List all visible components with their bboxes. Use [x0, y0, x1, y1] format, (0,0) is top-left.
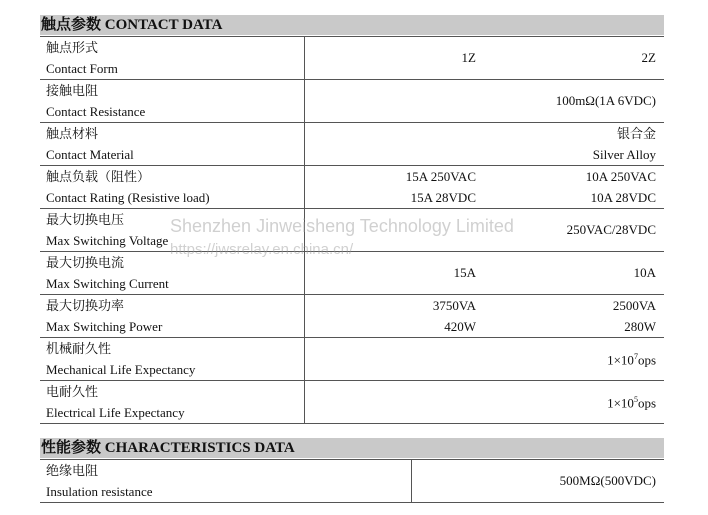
table-row	[40, 295, 664, 338]
contact-data-header: 触点参数 CONTACT DATA	[40, 15, 664, 35]
row-label: 最大切换电流 Max Switching Current	[40, 252, 304, 295]
table-row	[40, 460, 664, 503]
row-label: 绝缘电阻 Insulation resistance	[40, 460, 411, 503]
contact-form-1z: 1Z	[304, 37, 484, 80]
max-switching-power-1z: 3750VA 420W	[304, 295, 484, 338]
row-label: 最大切换功率 Max Switching Power	[40, 295, 304, 338]
contact-resistance-value: 100mΩ(1A 6VDC)	[304, 80, 664, 123]
table-row	[40, 80, 664, 123]
max-switching-power-2z: 2500VA 280W	[484, 295, 664, 338]
row-label: 最大切换电压 Max Switching Voltage	[40, 209, 304, 252]
row-label: 触点材料 Contact Material	[40, 123, 304, 166]
max-switching-current-2z: 10A	[484, 252, 664, 295]
contact-material-value: 银合金 Silver Alloy	[304, 123, 664, 166]
table-row	[40, 37, 664, 80]
table-row	[40, 381, 664, 424]
insulation-resistance-value: 500MΩ(500VDC)	[411, 460, 664, 503]
contact-rating-2z: 10A 250VAC 10A 28VDC	[484, 166, 664, 209]
watermark-company: Shenzhen Jinweisheng Technology Limited	[170, 216, 514, 236]
row-label: 机械耐久性 Mechanical Life Expectancy	[40, 338, 304, 381]
row-label: 电耐久性 Electrical Life Expectancy	[40, 381, 304, 424]
row-label: 触点形式 Contact Form	[40, 37, 304, 80]
contact-rating-1z: 15A 250VAC 15A 28VDC	[304, 166, 484, 209]
max-switching-voltage-value: 250VAC/28VDC	[304, 209, 664, 252]
characteristics-data-header: 性能参数 CHARACTERISTICS DATA	[40, 438, 664, 458]
watermark-url: https://jwsrelay.en.china.cn/	[170, 241, 354, 258]
characteristics-data-table	[40, 459, 664, 503]
table-row	[40, 166, 664, 209]
row-label: 接触电阻 Contact Resistance	[40, 80, 304, 123]
electrical-life-value: $1\times 10^5ops$	[304, 381, 664, 424]
mechanical-life-value: $1\times 10^7ops$	[304, 338, 664, 381]
max-switching-current-1z: 15A	[304, 252, 484, 295]
contact-form-2z: 2Z	[484, 37, 664, 80]
row-label: 触点负载（阻性） Contact Rating (Resistive load)	[40, 166, 304, 209]
table-row	[40, 338, 664, 381]
table-row	[40, 123, 664, 166]
